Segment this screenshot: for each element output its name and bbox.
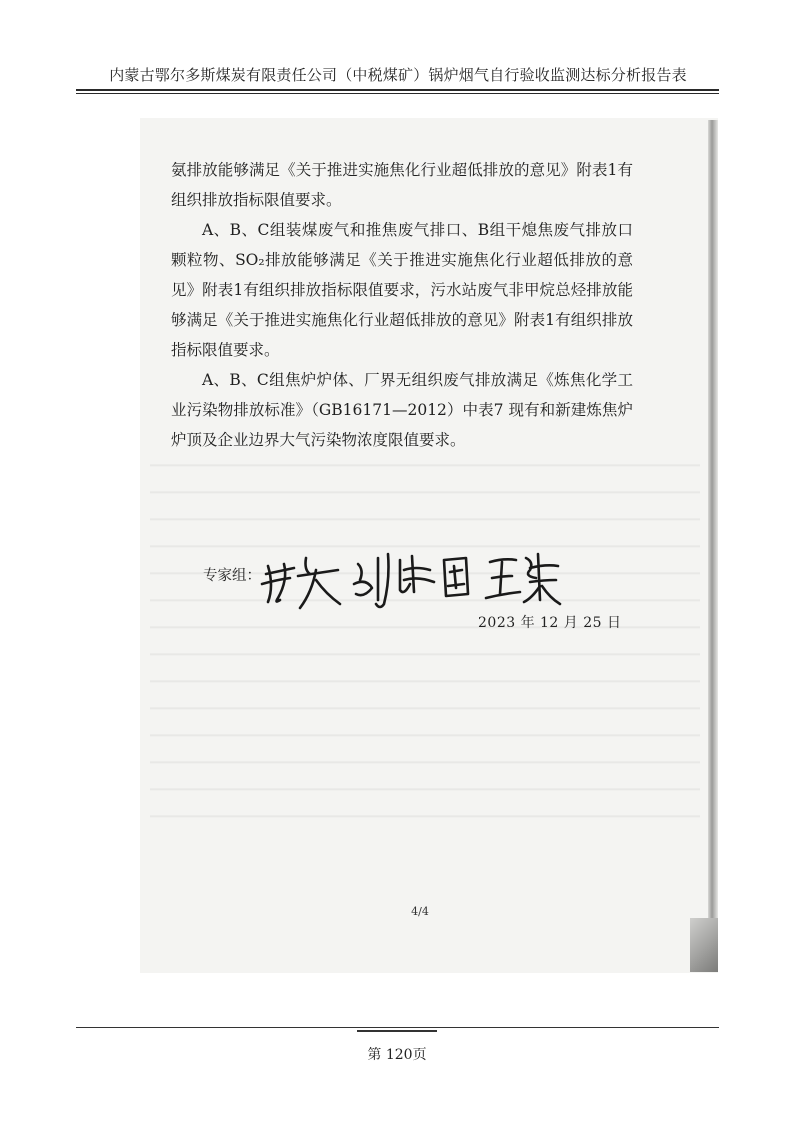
signature-2 [354, 554, 468, 607]
inner-page-number: 4/4 [411, 905, 429, 918]
conclusion-text [171, 155, 633, 455]
scan-corner-shadow [690, 918, 718, 972]
paragraph: A、B、C组焦炉炉体、厂界无组织废气排放满足《炼焦化学工业污染物排放标准》（GB16171—2012）中表7 现有和新建炼焦炉炉顶及企业边界大气污染物浓度限值要求。 [171, 371, 633, 449]
show-through-text [150, 440, 700, 840]
signature-date: 2023 年 12 月 25 日 [478, 615, 622, 631]
signature-3 [486, 554, 560, 604]
footer-mark [357, 1030, 437, 1032]
expert-signatures [254, 540, 564, 620]
scan-edge-shadow [708, 120, 718, 972]
paragraph: 氨排放能够满足《关于推进实施焦化行业超低排放的意见》附表1有组织排放指标限值要求。 [171, 161, 633, 209]
expert-group-label: 专家组： [203, 568, 261, 584]
signature-1 [262, 558, 340, 608]
header-rule [76, 89, 719, 91]
footer-rule [76, 1027, 719, 1028]
header-rule-secondary [76, 93, 719, 94]
page-number: 第 120页 [367, 1047, 427, 1063]
paragraph: A、B、C组装煤废气和推焦废气排口、B组干熄焦废气排放口颗粒物、SO₂排放能够满足《关于推进实施焦化行业超低排放的意见》附表1有组织排放指标限值要求，污水站废气非甲烷总烃排放能够满足《关于推进实施焦化行业超低排放的意见》附表1有组织排放指标限值要求。 [171, 221, 633, 359]
report-header-title: 内蒙古鄂尔多斯煤炭有限责任公司（中税煤矿）锅炉烟气自行验收监测达标分析报告表 [109, 66, 687, 84]
